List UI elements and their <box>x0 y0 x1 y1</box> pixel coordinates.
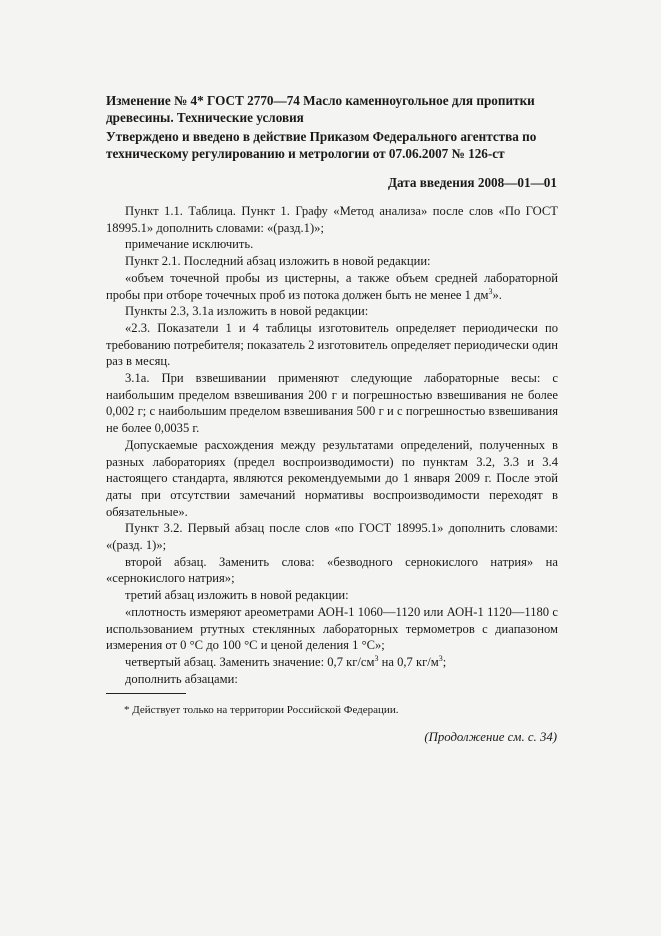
paragraph <box>106 654 558 671</box>
paragraph: второй абзац. Заменить слова: «безводного сернокислого натрия» на «сернокислого натрия»; <box>106 554 558 586</box>
continuation-note: (Продолжение см. с. 34) <box>424 730 557 744</box>
amendment-title: Изменение № 4* ГОСТ 2770—74 Масло каменноугольное для пропитки древесины. Технические условия <box>106 93 535 125</box>
superscript: 3 <box>438 653 443 663</box>
paragraph: Допускаемые расхождения между результатами определений, полученных в разных лабораториях (предел воспроизводимости) по пунктам 3.2, 3.3 и 3.4 настоящего стандарта, являются рекомендуемыми до 1 января 2009 г. После этой даты при отсутствии замечаний нормативы воспроизводимости переходят в обязательные». <box>106 437 558 519</box>
approval-statement: Утверждено и введено в действие Приказом Федерального агентства по техническому регулированию и метрологии от 07.06.2007 № 126-ст <box>106 129 537 161</box>
superscript: 3 <box>488 286 493 296</box>
superscript: 3 <box>374 653 379 663</box>
paragraph: Пункт 2.1. Последний абзац изложить в новой редакции: <box>125 254 431 269</box>
paragraph: Пункт 1.1. Таблица. Пункт 1. Графу «Метод анализа» после слов «По ГОСТ 18995.1» дополнить словами: «(разд.1)»; <box>106 204 558 235</box>
paragraph-text: ». <box>492 287 502 302</box>
effective-date: Дата введения 2008—01—01 <box>387 175 557 190</box>
paragraph: Пункты 2.3, 3.1а изложить в новой редакции: <box>125 304 369 319</box>
paragraph-text: ; <box>442 654 447 669</box>
paragraph: 3.1а. При взвешивании применяют следующие лабораторные весы: с наибольшим пределом взвешивания 200 г и погрешностью взвешивания не более 0,002 г; с наибольшим пределом взвешивания 500 г и с погрешностью взвешивания не более 0,0035 г. <box>106 371 558 436</box>
paragraph: дополнить абзацами: <box>125 671 238 686</box>
paragraph-text: четвертый абзац. Заменить значение: 0,7 кг/см <box>125 654 375 669</box>
paragraph: Пункт 3.2. Первый абзац после слов «по ГОСТ 18995.1» дополнить словами: «(разд. 1)»; <box>106 521 558 553</box>
document-body <box>106 203 558 687</box>
paragraph: примечание исключить. <box>125 237 254 252</box>
paragraph-text: «объем точечной пробы из цистерны, а также объем средней лабораторной пробы при отборе точечных проб из потока должен быть не менее 1 дм <box>106 270 558 302</box>
footnote: * Действует только на территории Российской Федерации. <box>124 704 399 716</box>
paragraph: третий абзац изложить в новой редакции: <box>125 588 349 603</box>
paragraph: «плотность измеряют ареометрами АОН-1 1060—1120 или АОН-1 1120—1180 с использованием ртутных стеклянных лабораторных термометров с диапазоном измерения от 0 °С до 100 °С и ценой деления 1 °С»; <box>106 604 558 653</box>
paragraph <box>106 270 558 303</box>
paragraph-text: на 0,7 кг/м <box>378 654 439 669</box>
footnote-divider <box>106 693 186 694</box>
paragraph: «2.3. Показатели 1 и 4 таблицы изготовитель определяет периодически по требованию потребителя; показатель 2 изготовитель определяет периодически один раз в месяц. <box>106 320 559 369</box>
